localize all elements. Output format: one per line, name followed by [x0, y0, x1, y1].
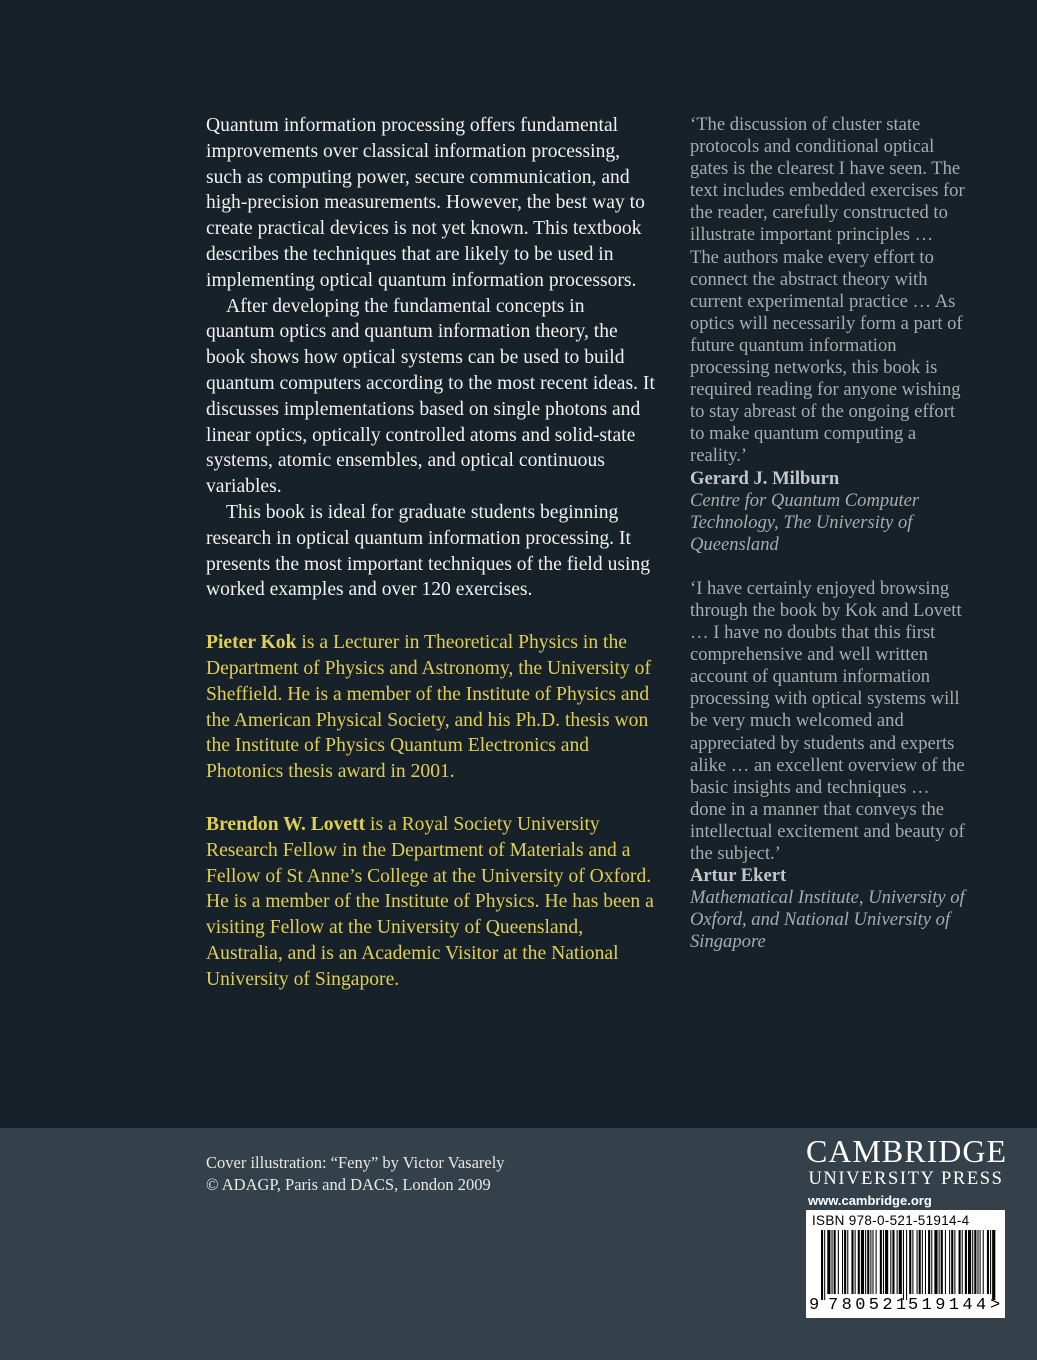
author-bio-kok	[206, 630, 656, 785]
barcode-bar	[939, 1230, 940, 1294]
barcode-bar	[867, 1230, 869, 1294]
barcode-bar	[872, 1230, 873, 1294]
publisher-subtitle: UNIVERSITY PRESS	[808, 1169, 1004, 1189]
barcode-bar	[992, 1230, 995, 1300]
barcode-bar	[974, 1230, 976, 1294]
barcode-bar	[922, 1230, 923, 1294]
barcode-bar	[931, 1230, 932, 1294]
barcode-bar	[827, 1230, 830, 1294]
barcode-bar	[919, 1230, 921, 1294]
barcode-bar	[855, 1230, 856, 1294]
barcode-bar	[890, 1230, 891, 1294]
barcode-bar	[987, 1230, 989, 1294]
barcode-bar	[851, 1230, 853, 1294]
barcode-bar	[824, 1230, 825, 1300]
barcode-bar	[990, 1230, 991, 1294]
publisher-name: CAMBRIDGE	[806, 1133, 1008, 1169]
barcode-bar	[903, 1230, 904, 1300]
description-column	[206, 113, 656, 993]
barcode-bar	[880, 1230, 882, 1294]
barcode-bar	[925, 1230, 926, 1294]
barcode-bar	[906, 1230, 907, 1300]
barcode-bar	[832, 1230, 833, 1294]
barcode-bar	[928, 1230, 930, 1294]
description-paragraph-1: Quantum information processing offers fundamental improvements over classical information processing, such as computing power, secure communication, and high-precision measurements. However, the best way to create practical devices is not yet known. This textbook describes the techniques that are likely to be used in implementing optical quantum information processors.	[206, 115, 645, 291]
barcode-bar	[972, 1230, 973, 1294]
isbn-label: ISBN 978-0-521-51914-4	[812, 1213, 970, 1228]
barcode-bar	[838, 1230, 839, 1294]
barcode-bar	[897, 1230, 898, 1294]
barcode-bar	[834, 1230, 836, 1294]
barcode-digit-group-right: 519144	[908, 1296, 990, 1315]
description-paragraph-2: After developing the fundamental concepts in quantum optics and quantum information theory, the book shows how optical systems can be used to build quantum computers according to the most recent ideas. It discusses implementations based on single photons and linear optics, optically controlled atoms and solid-state systems, atomic ensembles, and optical continuous variables.	[206, 295, 655, 498]
barcode-bar	[885, 1230, 888, 1294]
credit-line-2: © ADAGP, Paris and DACS, London 2009	[206, 1175, 491, 1194]
barcode-bar	[951, 1230, 953, 1294]
barcode-bar	[983, 1230, 984, 1294]
barcode-bar	[844, 1230, 846, 1294]
publisher-url: www.cambridge.org	[808, 1193, 932, 1208]
reviewer-affiliation: Mathematical Institute, University of Oxford, and National University of Singapore	[690, 887, 965, 953]
barcode-bar	[883, 1230, 884, 1294]
barcode-bar	[977, 1230, 978, 1294]
barcode-bar	[912, 1230, 913, 1294]
barcode-bar	[847, 1230, 848, 1294]
barcode-bar	[899, 1230, 902, 1294]
barcode-bar	[959, 1230, 961, 1294]
barcode-bar	[965, 1230, 967, 1294]
barcode-bar	[968, 1230, 971, 1294]
author-name: Pieter Kok	[206, 632, 297, 654]
barcode-bar	[962, 1230, 963, 1294]
review-quote: ‘The discussion of cluster state protocols and conditional optical gates is the clearest I have seen. The text includes embedded exercises for the reader, carefully constructed to illustrate important principles … The authors make every effort to connect the abstract theory with current experimental practice … As optics will necessarily form a part of future quantum information processing networks, this book is required reading for anyone wishing to stay abreast of the ongoing effort to make quantum computing a reality.’	[690, 114, 965, 467]
barcode-bar	[892, 1230, 894, 1294]
barcode-bar	[821, 1230, 823, 1300]
barcode-digit-end: >	[990, 1296, 1001, 1315]
barcode-bar	[909, 1230, 911, 1294]
barcode-bar	[858, 1230, 860, 1294]
barcode-bar	[870, 1230, 871, 1294]
barcode-bar	[865, 1230, 866, 1294]
credit-line-1: Cover illustration: “Feny” by Victor Vasarely	[206, 1153, 505, 1172]
review-quote: ‘I have certainly enjoyed browsing through the book by Kok and Lovett … I have no doubts that this first comprehensive and well written account of quantum information processing with optical systems will be very much welcomed and appreciated by students and experts alike … an excellent overview of the basic insights and techniques … done in a manner that conveys the intellectual excitement and beauty of the subject.’	[690, 577, 965, 864]
barcode-bar	[980, 1230, 981, 1294]
barcode-bar	[945, 1230, 946, 1294]
reviewer-name: Artur Ekert	[690, 865, 787, 887]
barcode-bar	[876, 1230, 877, 1294]
barcode	[806, 1210, 1005, 1318]
author-bio-text: is a Lecturer in Theoretical Physics in the Department of Physics and Astronomy, the University of Sheffield. He is a member of the Institute of Physics and the American Physical Society, and his Ph.D. thesis won the Institute of Physics Quantum Electronics and Photonics thesis award in 2001.	[206, 632, 651, 783]
barcode-digit-group-left: 780521	[828, 1296, 910, 1315]
author-name: Brendon W. Lovett	[206, 813, 366, 835]
cover-credit	[206, 1152, 505, 1196]
barcode-bar	[917, 1230, 918, 1294]
barcode-bar	[954, 1230, 955, 1294]
barcode-bar	[941, 1230, 943, 1294]
author-bio-lovett	[206, 812, 656, 993]
barcode-bar	[934, 1230, 937, 1294]
reviewer-affiliation: Centre for Quantum Computer Technology, The University of Queensland	[690, 489, 920, 555]
barcode-digit-lead: 9	[809, 1296, 820, 1315]
barcode-bar	[861, 1230, 864, 1294]
reviewer-name: Gerard J. Milburn	[690, 467, 840, 489]
barcode-bar	[949, 1230, 950, 1294]
description-paragraph-3: This book is ideal for graduate students beginning research in optical quantum information processing. It presents the most important techniques of the field using worked examples and over 120 exercises.	[206, 501, 651, 601]
publisher-logo	[806, 1133, 1006, 1208]
barcode-bar	[842, 1230, 843, 1294]
reviews-column	[690, 114, 965, 975]
author-bio-text: is a Royal Society University Research Fellow in the Department of Materials and a Fellow of St Anne’s College at the University of Oxford. He is a member of the Institute of Physics. He has been a visiting Fellow at the University of Queensland, Australia, and is an Academic Visitor at the National University of Singapore.	[206, 813, 654, 990]
